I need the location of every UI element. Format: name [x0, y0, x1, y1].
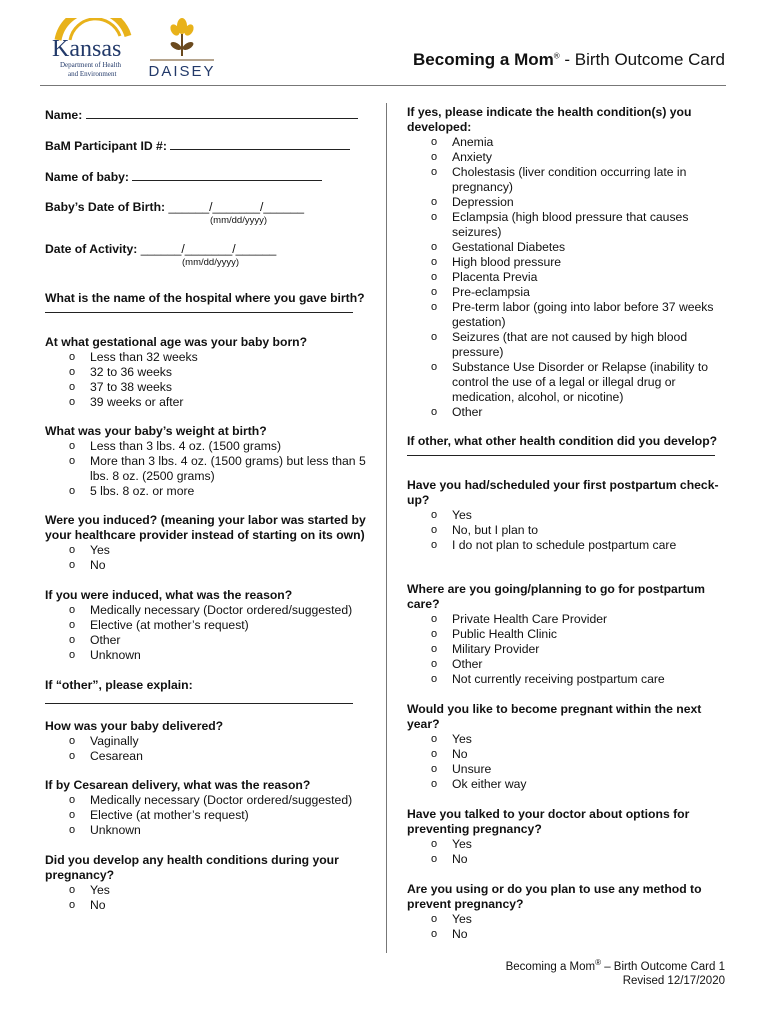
option-item[interactable]: o Gestational Diabetes: [407, 240, 729, 255]
daisey-logo: [146, 16, 218, 82]
weight-question: What was your baby’s weight at birth?: [45, 424, 267, 438]
induced-reason-question: If you were induced, what was the reason?: [45, 588, 293, 602]
kansas-logo-name: Kansas: [52, 36, 122, 62]
option-item[interactable]: o Yes: [45, 883, 367, 898]
option-item[interactable]: o 5 lbs. 8 oz. or more: [45, 484, 367, 499]
delivery-question: How was your baby delivered?: [45, 719, 224, 733]
title-registered: ®: [553, 51, 560, 61]
option-item[interactable]: o Depression: [407, 195, 729, 210]
which-conditions-options: [407, 135, 729, 420]
option-item[interactable]: o 37 to 38 weeks: [45, 380, 367, 395]
footer-registered: ®: [595, 958, 601, 967]
option-item[interactable]: o Not currently receiving postpartum care: [407, 672, 729, 687]
cesarean-options: [45, 793, 367, 838]
option-item[interactable]: o Military Provider: [407, 642, 729, 657]
option-item[interactable]: o Pre-term labor (going into labor before 37 weeks gestation): [407, 300, 729, 330]
option-item[interactable]: o Yes: [407, 837, 729, 852]
option-item[interactable]: o Unknown: [45, 823, 367, 838]
method-options: [407, 912, 729, 942]
option-item[interactable]: o 39 weeks or after: [45, 395, 367, 410]
option-item[interactable]: o Seizures (that are not caused by high blood pressure): [407, 330, 729, 360]
doa-hint: (mm/dd/yyyy): [182, 257, 239, 268]
daisey-logo-name: DAISEY: [148, 63, 216, 80]
option-item[interactable]: o Yes: [407, 912, 729, 927]
option-item[interactable]: o Unsure: [407, 762, 729, 777]
option-item[interactable]: o Medically necessary (Doctor ordered/suggested): [45, 603, 367, 618]
option-item[interactable]: o Elective (at mother’s request): [45, 618, 367, 633]
option-item[interactable]: o I do not plan to schedule postpartum care: [407, 538, 729, 553]
option-item[interactable]: o Placenta Previa: [407, 270, 729, 285]
option-item[interactable]: o Pre-eclampsia: [407, 285, 729, 300]
kansas-kdhe-logo: [50, 18, 140, 82]
option-item[interactable]: o No: [407, 852, 729, 867]
delivery-options: [45, 734, 367, 764]
option-item[interactable]: o Cesarean: [45, 749, 367, 764]
option-item[interactable]: o Anemia: [407, 135, 729, 150]
page-title: [413, 50, 725, 70]
option-item[interactable]: o No, but I plan to: [407, 523, 729, 538]
other-explain-question: If “other”, please explain:: [45, 678, 193, 692]
method-question: Are you using or do you plan to use any method to prevent pregnancy?: [407, 882, 702, 911]
conditions-options: [45, 883, 367, 913]
option-item[interactable]: o No: [407, 927, 729, 942]
gestational-options: [45, 350, 367, 410]
gestational-question: At what gestational age was your baby born?: [45, 335, 308, 349]
doa-blank: ______/_______/______: [140, 242, 277, 256]
column-divider: [386, 103, 387, 953]
option-item[interactable]: o Yes: [407, 732, 729, 747]
option-item[interactable]: o More than 3 lbs. 4 oz. (1500 grams) but less than 5 lbs. 8 oz. (2500 grams): [45, 454, 367, 484]
induced-question: Were you induced? (meaning your labor was started by your healthcare provider instead of starting on its own): [45, 513, 366, 542]
option-item[interactable]: o Substance Use Disorder or Relapse (inability to control the use of a legal or illegal drug or medication, alcohol, or nicotine): [407, 360, 729, 405]
other-condition-line[interactable]: [407, 449, 715, 456]
option-item[interactable]: o No: [45, 898, 367, 913]
option-item[interactable]: o Unknown: [45, 648, 367, 663]
option-item[interactable]: o Ok either way: [407, 777, 729, 792]
right-column: [407, 105, 729, 942]
option-item[interactable]: o Yes: [45, 543, 367, 558]
option-item[interactable]: o 32 to 36 weeks: [45, 365, 367, 380]
footer-title-b: – Birth Outcome Card 1: [601, 960, 725, 973]
kansas-logo-sub1: Department of Health: [60, 61, 122, 69]
postpartum-question: Have you had/scheduled your first postpartum check-up?: [407, 478, 719, 507]
option-item[interactable]: o Less than 3 lbs. 4 oz. (1500 grams): [45, 439, 367, 454]
option-item[interactable]: o No: [45, 558, 367, 573]
postpartum-where-question: Where are you going/planning to go for postpartum care?: [407, 582, 705, 611]
page-footer: [506, 956, 725, 988]
induced-reason-options: [45, 603, 367, 663]
dob-hint: (mm/dd/yyyy): [210, 215, 267, 226]
name-field[interactable]: Name:: [45, 107, 367, 123]
dob-blank: ______/_______/______: [168, 200, 305, 214]
induced-options: [45, 543, 367, 573]
option-item[interactable]: o Yes: [407, 508, 729, 523]
activity-date-field[interactable]: Date of Activity: ______/_______/______: [45, 242, 277, 256]
option-item[interactable]: o Elective (at mother’s request): [45, 808, 367, 823]
which-conditions-question: If yes, please indicate the health condition(s) you developed:: [407, 105, 692, 134]
kansas-logo-sub2: and Environment: [68, 70, 117, 78]
other-condition-question: If other, what other health condition did you develop?: [407, 434, 718, 448]
title-rest: - Birth Outcome Card: [559, 50, 725, 69]
bam-id-field[interactable]: BaM Participant ID #:: [45, 138, 367, 154]
header-rule: [40, 85, 726, 86]
weight-options: [45, 439, 367, 499]
hospital-answer-line[interactable]: [45, 306, 353, 313]
pregnant-question: Would you like to become pregnant within the next year?: [407, 702, 702, 731]
option-item[interactable]: o Vaginally: [45, 734, 367, 749]
talked-doctor-question: Have you talked to your doctor about options for preventing pregnancy?: [407, 807, 690, 836]
baby-dob-field[interactable]: Baby’s Date of Birth: ______/_______/______: [45, 200, 305, 214]
conditions-question: Did you develop any health conditions during your pregnancy?: [45, 853, 339, 882]
option-item[interactable]: o Other: [407, 405, 729, 420]
option-item[interactable]: o Medically necessary (Doctor ordered/suggested): [45, 793, 367, 808]
option-item[interactable]: o Other: [45, 633, 367, 648]
baby-name-field[interactable]: Name of baby:: [45, 169, 367, 185]
option-item[interactable]: o Other: [407, 657, 729, 672]
footer-revised: Revised 12/17/2020: [622, 974, 725, 987]
option-item[interactable]: o High blood pressure: [407, 255, 729, 270]
cesarean-question: If by Cesarean delivery, what was the reason?: [45, 778, 311, 792]
hospital-question: What is the name of the hospital where you gave birth?: [45, 291, 365, 305]
option-item[interactable]: o Private Health Care Provider: [407, 612, 729, 627]
option-item[interactable]: o Public Health Clinic: [407, 627, 729, 642]
footer-title-a: Becoming a Mom: [505, 960, 596, 973]
option-item[interactable]: o Cholestasis (liver condition occurring late in pregnancy): [407, 165, 729, 195]
option-item[interactable]: o No: [407, 747, 729, 762]
pregnant-options: [407, 732, 729, 792]
postpartum-where-options: [407, 612, 729, 687]
postpartum-options: [407, 508, 729, 553]
other-explain-line[interactable]: [45, 693, 353, 704]
option-item[interactable]: o Anxiety: [407, 150, 729, 165]
left-column: [45, 105, 367, 913]
title-bold: Becoming a Mom: [413, 50, 554, 69]
option-item[interactable]: o Eclampsia (high blood pressure that causes seizures): [407, 210, 729, 240]
talked-doctor-options: [407, 837, 729, 867]
option-item[interactable]: o Less than 32 weeks: [45, 350, 367, 365]
